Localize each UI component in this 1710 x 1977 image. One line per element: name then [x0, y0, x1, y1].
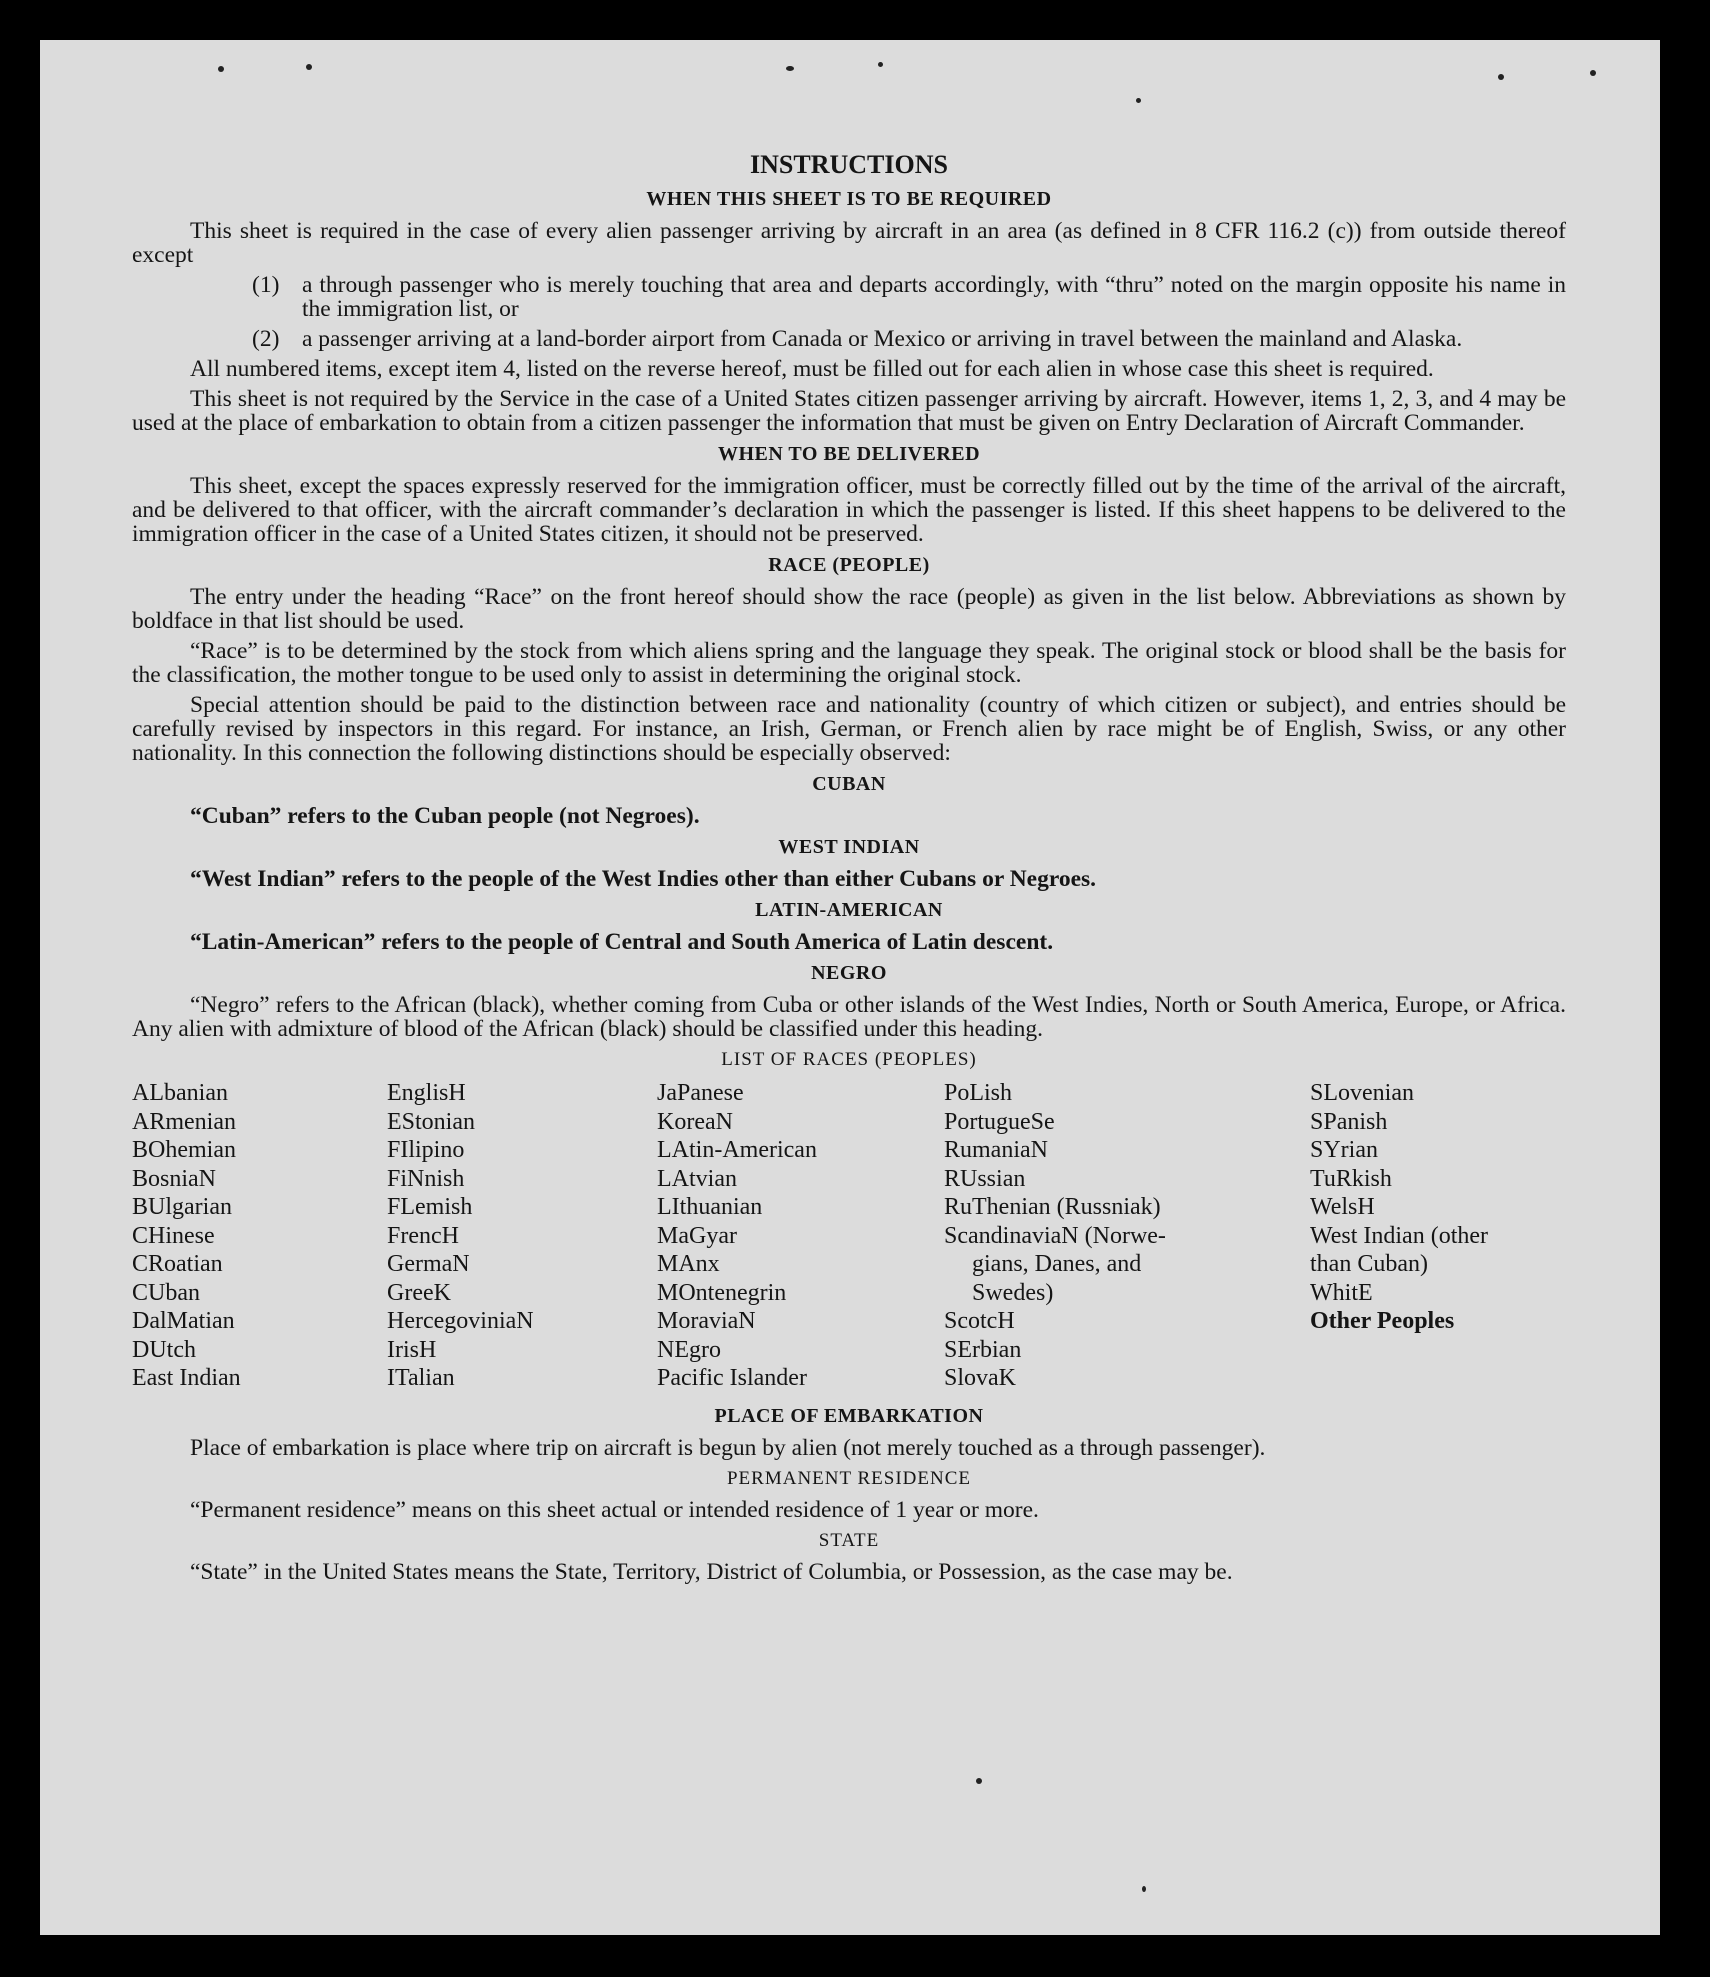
item-text: a passenger arriving at a land-border airport from Canada or Mexico or arriving in travel between the mainland and Alaska. [302, 326, 1463, 352]
paragraph: “Race” is to be determined by the stock from which aliens spring and the language they speak. The original stock or blood shall be the basis for the classification, the mother tongue to be used only to assist in determining the original stock. [132, 638, 1566, 688]
instructions-content [132, 108, 1566, 1590]
race-entry: Pacific Islander [657, 1365, 807, 1391]
race-entry: ALbanian [132, 1080, 228, 1106]
speck [306, 64, 312, 70]
race-entry: GreeK [387, 1279, 451, 1306]
race-entry: IrisH [387, 1336, 437, 1363]
race-entry: KoreaN [657, 1108, 733, 1135]
race-entry: HercegoviniaN [387, 1308, 534, 1334]
race-entry: ScandinaviaN (Norwe- [944, 1222, 1166, 1249]
race-entry: CUban [132, 1279, 200, 1306]
list-item [252, 273, 1566, 321]
heading-state: STATE [818, 1530, 880, 1551]
race-entry: MAnx [657, 1251, 720, 1277]
race-entry: EStonian [387, 1108, 475, 1135]
speck [218, 66, 224, 72]
speck [1498, 74, 1504, 80]
race-entry: TuRkish [1310, 1165, 1392, 1192]
races-column [657, 1079, 817, 1393]
races-table [132, 1079, 1566, 1397]
heading-when-delivered: WHEN TO BE DELIVERED [717, 443, 981, 465]
heading-list-of-races: LIST OF RACES (PEOPLES) [721, 1049, 977, 1070]
race-entry: RUssian [944, 1165, 1026, 1192]
race-entry: SPanish [1310, 1108, 1388, 1135]
paragraph: “Negro” refers to the African (black), whether coming from Cuba or other islands of the West Indies, North or South America, Europe, or Africa. Any alien with admixture of blood of the African (black) should be classified under this heading. [132, 992, 1566, 1042]
race-entry: FLemish [387, 1194, 473, 1220]
race-entry: RumaniaN [944, 1137, 1048, 1163]
race-entry: SlovaK [944, 1365, 1016, 1391]
speck [1590, 70, 1596, 76]
heading-negro: NEGRO [811, 962, 887, 984]
speck [1142, 1886, 1146, 1892]
race-entry: JaPanese [657, 1080, 744, 1106]
paragraph: Special attention should be paid to the distinction between race and nationality (country of which citizen or subject), and entries should be carefully revised by inspectors in this regard. For instance, an Irish, German, or French alien by race might be of English, Swiss, or any other nationality. In this connection the following distinctions should be especially observed: [132, 692, 1566, 766]
race-entry: East Indian [132, 1365, 241, 1391]
race-entry: Other Peoples [1310, 1308, 1455, 1334]
race-entry: PoLish [944, 1080, 1013, 1106]
race-entry: FiNnish [387, 1165, 465, 1192]
race-entry: WhitE [1310, 1279, 1373, 1306]
race-entry: gians, Danes, and [972, 1251, 1142, 1277]
heading-place-of-embarkation: PLACE OF EMBARKATION [714, 1405, 984, 1427]
races-column [387, 1079, 534, 1393]
race-entry: ScotcH [944, 1308, 1015, 1334]
races-column [132, 1079, 241, 1393]
speck [976, 1778, 982, 1784]
speck [1136, 98, 1141, 103]
race-entry: NEgro [657, 1336, 721, 1363]
race-entry: CRoatian [132, 1251, 223, 1277]
paragraph: All numbered items, except item 4, listed on the reverse hereof, must be filled out for each alien in whose case this sheet is required. [190, 356, 1434, 382]
race-entry: RuThenian (Russniak) [944, 1194, 1161, 1220]
race-entry: MOntenegrin [657, 1279, 787, 1306]
paragraph: The entry under the heading “Race” on the front hereof should show the race (people) as given in the list below. Abbreviations as shown by boldface in that list should be used. [132, 584, 1566, 634]
race-entry: WelsH [1310, 1194, 1375, 1220]
paragraph: This sheet is required in the case of every alien passenger arriving by aircraft in an area (as defined in 8 CFR 116.2 (c)) from outside thereof except [132, 218, 1566, 268]
heading-permanent-residence: PERMANENT RESIDENCE [726, 1468, 972, 1489]
document-sheet [40, 40, 1660, 1935]
races-column [944, 1079, 1166, 1393]
item-number: (2) [252, 326, 280, 352]
race-entry: MoraviaN [657, 1308, 756, 1334]
race-entry: LIthuanian [657, 1194, 763, 1220]
paragraph: “Cuban” refers to the Cuban people (not Negroes). [190, 803, 700, 829]
race-entry: FrencH [387, 1222, 459, 1249]
race-entry: MaGyar [657, 1222, 737, 1249]
race-entry: BosniaN [132, 1165, 216, 1192]
race-entry: DalMatian [132, 1308, 235, 1334]
heading-cuban: CUBAN [812, 773, 886, 795]
item-number: (1) [252, 272, 280, 298]
heading-when-required: WHEN THIS SHEET IS TO BE REQUIRED [646, 188, 1052, 210]
race-entry: GermaN [387, 1251, 470, 1277]
race-entry: BOhemian [132, 1137, 236, 1163]
paragraph: “State” in the United States means the State, Territory, District of Columbia, or Possession, as the case may be. [190, 1559, 1233, 1585]
race-entry: West Indian (other [1310, 1222, 1489, 1249]
race-entry: PortugueSe [944, 1108, 1055, 1135]
race-entry: LAtvian [657, 1165, 737, 1192]
item-text: a through passenger who is merely touching that area and departs accordingly, with “thru” noted on the margin opposite his name in the immigration list, or [302, 272, 1566, 322]
speck [786, 66, 794, 71]
paragraph: “Permanent residence” means on this sheet actual or intended residence of 1 year or more. [190, 1497, 1039, 1523]
heading-latin-american: LATIN-AMERICAN [755, 899, 943, 921]
race-entry: CHinese [132, 1222, 215, 1249]
heading-west-indian: WEST INDIAN [778, 836, 920, 858]
paragraph: “Latin-American” refers to the people of Central and South America of Latin descent. [190, 929, 1054, 955]
paragraph: “West Indian” refers to the people of the West Indies other than either Cubans or Negroes. [190, 866, 1097, 892]
paragraph: This sheet, except the spaces expressly reserved for the immigration officer, must be correctly filled out by the time of the arrival of the aircraft, and be delivered to that officer, with the aircraft commander’s declaration in which the passenger is listed. If this sheet happens to be delivered to the immigration officer in the case of a United States citizen, it should not be preserved. [132, 473, 1566, 547]
race-entry: BUlgarian [132, 1194, 232, 1220]
race-entry: EnglisH [387, 1080, 466, 1106]
race-entry: LAtin-American [657, 1137, 817, 1163]
race-entry: DUtch [132, 1336, 196, 1363]
race-entry: ITalian [387, 1365, 455, 1391]
race-entry: SErbian [944, 1336, 1022, 1363]
race-entry: SLovenian [1310, 1080, 1414, 1106]
list-item [252, 327, 1566, 351]
heading-race: RACE (PEOPLE) [768, 554, 930, 576]
race-entry: than Cuban) [1310, 1251, 1428, 1277]
paragraph: Place of embarkation is place where trip on aircraft is begun by alien (not merely touched as a through passenger). [190, 1435, 1266, 1461]
paragraph: This sheet is not required by the Service in the case of a United States citizen passenger arriving by aircraft. However, items 1, 2, 3, and 4 may be used at the place of embarkation to obtain from a citizen passenger the information that must be given on Entry Declaration of Aircraft Commander. [132, 386, 1566, 436]
race-entry: FIlipino [387, 1137, 465, 1163]
page-title: INSTRUCTIONS [750, 150, 948, 179]
speck [878, 62, 883, 67]
race-entry: ARmenian [132, 1108, 236, 1135]
race-entry: SYrian [1310, 1137, 1378, 1163]
race-entry: Swedes) [972, 1279, 1054, 1306]
races-column [1310, 1079, 1488, 1336]
